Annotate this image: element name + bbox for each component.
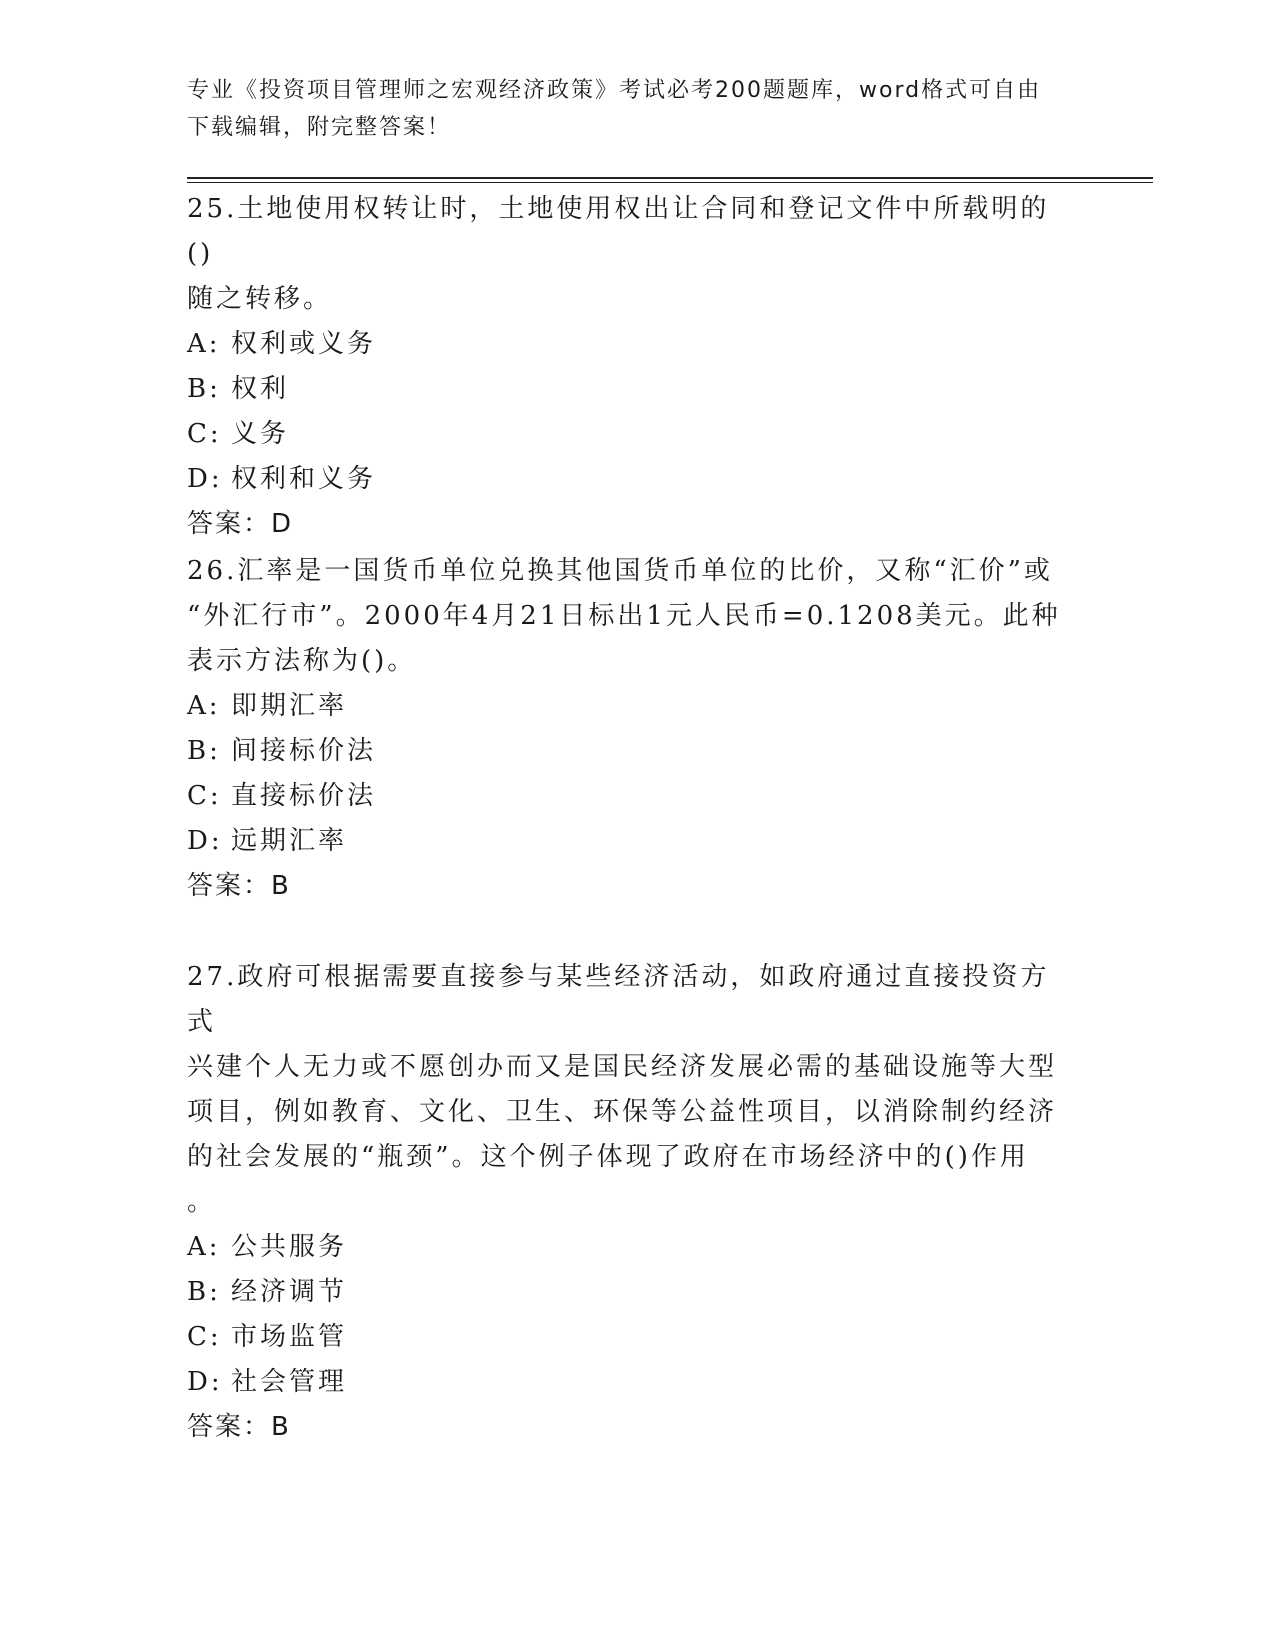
option-key: D: — [187, 826, 223, 856]
option-text: 经济调节 — [231, 1277, 348, 1307]
question-27 — [187, 955, 1067, 1450]
option-text: 义务 — [231, 419, 290, 449]
option-text: 即期汇率 — [231, 691, 348, 721]
question-line: 随之转移。 — [187, 284, 333, 314]
question-line: 27.政府可根据需要直接参与某些经济活动，如政府通过直接投资方式 — [187, 962, 1050, 1037]
option-key: A: — [187, 691, 221, 721]
option-a — [187, 1225, 1067, 1270]
option-text: 间接标价法 — [231, 736, 377, 766]
question-line: 。 — [187, 1187, 217, 1217]
header-line-1: 专业《投资项目管理师之宏观经济政策》考试必考200题题库，word格式可自由 — [187, 78, 1042, 103]
option-a — [187, 322, 1067, 367]
option-key: A: — [187, 1232, 221, 1262]
option-key: B: — [187, 374, 221, 404]
option-text: 市场监管 — [231, 1322, 348, 1352]
option-b — [187, 729, 1067, 774]
question-line: 兴建个人无力或不愿创办而又是国民经济发展必需的基础设施等大型 — [187, 1052, 1058, 1082]
option-text: 权利 — [231, 374, 290, 404]
option-d — [187, 819, 1067, 864]
question-line: 的社会发展的“瓶颈”。这个例子体现了政府在市场经济中的()作用 — [187, 1142, 1029, 1172]
option-a — [187, 684, 1067, 729]
option-b — [187, 367, 1067, 412]
option-key: D: — [187, 1367, 223, 1397]
option-key: D: — [187, 464, 223, 494]
option-text: 社会管理 — [231, 1367, 348, 1397]
option-key: C: — [187, 419, 222, 449]
document-header — [187, 72, 1067, 146]
question-26 — [187, 549, 1067, 909]
option-text: 权利或义务 — [231, 329, 377, 359]
option-key: A: — [187, 329, 221, 359]
header-divider-thin — [187, 182, 1153, 183]
option-key: C: — [187, 1322, 222, 1352]
header-line-2: 下载编辑，附完整答案！ — [187, 115, 452, 140]
option-c — [187, 1315, 1067, 1360]
option-text: 权利和义务 — [231, 464, 377, 494]
header-divider-thick — [187, 177, 1153, 179]
option-c — [187, 412, 1067, 457]
answer-line: 答案：D — [187, 509, 294, 539]
option-key: B: — [187, 736, 221, 766]
option-d — [187, 457, 1067, 502]
option-text: 远期汇率 — [231, 826, 348, 856]
option-b — [187, 1270, 1067, 1315]
question-line: 表示方法称为()。 — [187, 646, 417, 676]
question-line: 项目，例如教育、文化、卫生、环保等公益性项目，以消除制约经济 — [187, 1097, 1058, 1127]
question-line: “外汇行市”。2000年4月21日标出1元人民币=0.1208美元。此种 — [187, 601, 1061, 631]
answer-line: 答案：B — [187, 1412, 291, 1442]
option-text: 公共服务 — [231, 1232, 348, 1262]
option-text: 直接标价法 — [231, 781, 377, 811]
option-key: C: — [187, 781, 222, 811]
question-line: 25.土地使用权转让时，土地使用权出让合同和登记文件中所载明的() — [187, 194, 1050, 269]
question-line: 26.汇率是一国货币单位兑换其他国货币单位的比价，又称“汇价”或 — [187, 556, 1053, 586]
option-c — [187, 774, 1067, 819]
option-key: B: — [187, 1277, 221, 1307]
option-d — [187, 1360, 1067, 1405]
answer-line: 答案：B — [187, 871, 291, 901]
question-25 — [187, 187, 1067, 547]
